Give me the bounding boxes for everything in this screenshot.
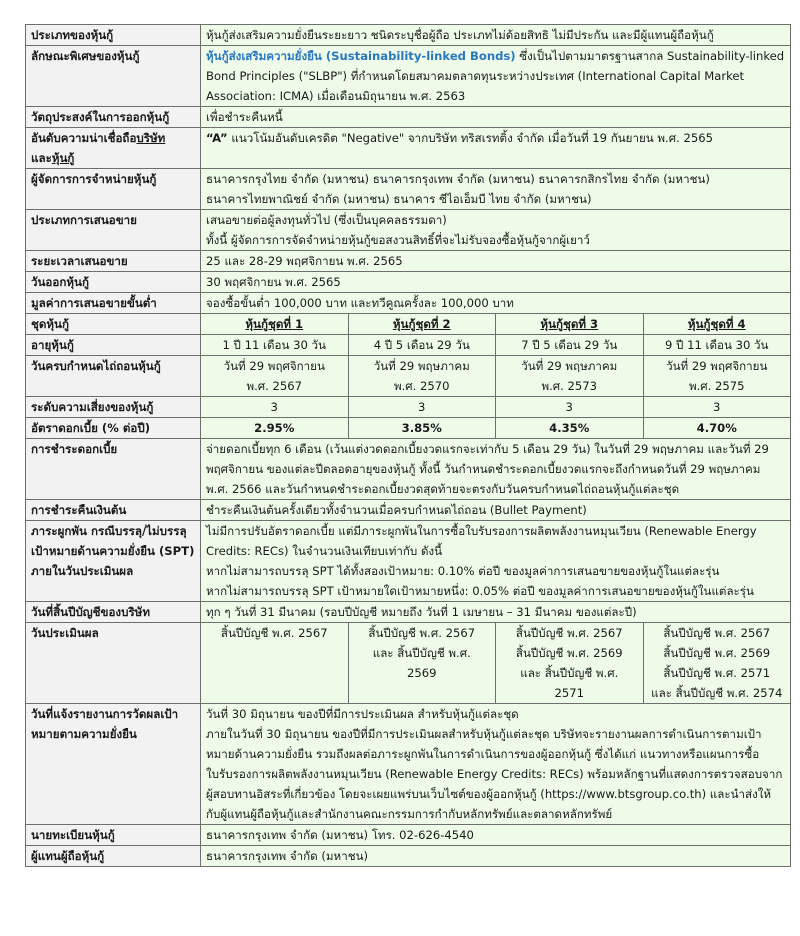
evaluation-line: สิ้นปีบัญชี พ.ศ. 2567 [220, 626, 328, 640]
rating-grade: “A” [206, 131, 228, 145]
label-interest-rate: อัตราดอกเบี้ย (% ต่อปี) [26, 418, 201, 439]
rate-value: 4.70% [643, 418, 791, 439]
maturity-year: พ.ศ. 2570 [393, 379, 450, 393]
value-bond-feature [201, 46, 791, 107]
value-spt-obligation [201, 521, 791, 602]
label-principal-repayment: การชำระคืนเงินต้น [26, 500, 201, 521]
label-issue-date: วันออกหุ้นกู้ [26, 272, 201, 293]
evaluation-line: สิ้นปีบัญชี พ.ศ. 2569 [515, 646, 623, 660]
value-registrar: ธนาคารกรุงเทพ จำกัด (มหาชน) โทร. 02-626-4540 [201, 825, 791, 846]
rating-label-part: อันดับความน่าเชื่อถือ [31, 131, 137, 145]
risk-value: 3 [643, 397, 791, 418]
row-principal-repayment [26, 500, 791, 521]
label-spt-obligation: ภาระผูกพัน กรณีบรรลุ/ไม่บรรลุเป้าหมายด้านความยั่งยืน (SPT) ภายในวันประเมินผล [26, 521, 201, 602]
tenor-value: 7 ปี 5 เดือน 29 วัน [496, 335, 644, 356]
row-fiscal-year-end [26, 602, 791, 623]
value-interest-payment: จ่ายดอกเบี้ยทุก 6 เดือน (เว้นแต่งวดดอกเบี้ยงวดแรกจะเท่ากับ 5 เดือน 29 วัน) ในวันที่ 29 พฤษภาคม และวันที่ 29 พฤศจิกายน ของแต่ละปีตลอดอายุของหุ้นกู้ ทั้งนี้ วันกำหนดชำระดอกเบี้ยงวดแรกจะถึงกำหนดวันที่ 29 พฤษภาคม พ.ศ. 2566 และวันกำหนดชำระดอกเบี้ยงวดสุดท้ายจะตรงกับวันครบกำหนดไถ่ถอนหุ้นกู้แต่ละชุด [201, 439, 791, 500]
rate-value: 2.95% [201, 418, 349, 439]
row-issue-date [26, 272, 791, 293]
label-offer-period: ระยะเวลาเสนอขาย [26, 251, 201, 272]
maturity-year: พ.ศ. 2573 [541, 379, 598, 393]
row-trustee [26, 846, 791, 867]
value-offer-period: 25 และ 28-29 พฤศจิกายน พ.ศ. 2565 [201, 251, 791, 272]
value-fiscal-year-end: ทุก ๆ วันที่ 31 มีนาคม (รอบปีบัญชี หมายถึง วันที่ 1 เมษายน – 31 มีนาคม ของแต่ละปี) [201, 602, 791, 623]
risk-value: 3 [201, 397, 349, 418]
report-date-line: วันที่ 30 มิถุนายน ของปีที่มีการประเมินผล สำหรับหุ้นกู้แต่ละชุด [206, 707, 519, 721]
row-underwriters [26, 169, 791, 210]
rate-value: 4.35% [496, 418, 644, 439]
spt-case: หากไม่สามารถบรรลุ SPT เป้าหมายใดเป้าหมายหนึ่ง: 0.05% ต่อปี ของมูลค่าการเสนอขายของหุ้นกู้ในแต่ละรุ่น [206, 584, 754, 598]
row-maturity [26, 356, 791, 397]
value-report-date [201, 704, 791, 825]
series-name: หุ้นกู้ชุดที่ 4 [643, 314, 791, 335]
value-principal-repayment: ชำระคืนเงินต้นครั้งเดียวทั้งจำนวนเมื่อครบกำหนดไถ่ถอน (Bullet Payment) [201, 500, 791, 521]
label-purpose: วัตถุประสงค์ในการออกหุ้นกู้ [26, 107, 201, 128]
maturity-year: พ.ศ. 2567 [246, 379, 303, 393]
feature-description: ซึ่งเป็นไปตามมาตรฐานสากล Sustainability-linked Bond Principles ("SLBP") ที่กำหนดโดยสมาคมตลาดทุนระหว่างประเทศ (International Capital Market Association: ICMA) เมื่อเดือนมิถุนายน พ.ศ. 2563 [206, 49, 785, 103]
series-name: หุ้นกู้ชุดที่ 1 [201, 314, 349, 335]
label-series: ชุดหุ้นกู้ [26, 314, 201, 335]
maturity-value [496, 356, 644, 397]
label-risk-level: ระดับความเสี่ยงของหุ้นกู้ [26, 397, 201, 418]
label-interest-payment: การชำระดอกเบี้ย [26, 439, 201, 500]
evaluation-line: สิ้นปีบัญชี พ.ศ. 2569 [663, 646, 771, 660]
underwriters-line: ธนาคารกรุงไทย จำกัด (มหาชน) ธนาคารกรุงเทพ จำกัด (มหาชน) ธนาคารกสิกรไทย จำกัด (มหาชน) [206, 172, 710, 186]
evaluation-line: สิ้นปีบัญชี พ.ศ. 2571 [663, 666, 771, 680]
maturity-day: วันที่ 29 พฤษภาคม [521, 359, 618, 373]
value-credit-rating [201, 128, 791, 169]
evaluation-value [201, 623, 349, 704]
label-underwriters: ผู้จัดการการจำหน่ายหุ้นกู้ [26, 169, 201, 210]
row-risk-level [26, 397, 791, 418]
row-min-subscription [26, 293, 791, 314]
maturity-value [643, 356, 791, 397]
evaluation-value [348, 623, 496, 704]
label-credit-rating [26, 128, 201, 169]
row-series-names [26, 314, 791, 335]
label-tenor: อายุหุ้นกู้ [26, 335, 201, 356]
risk-value: 3 [348, 397, 496, 418]
label-registrar: นายทะเบียนหุ้นกู้ [26, 825, 201, 846]
label-trustee: ผู้แทนผู้ถือหุ้นกู้ [26, 846, 201, 867]
offer-type-line: เสนอขายต่อผู้ลงทุนทั่วไป (ซึ่งเป็นบุคคลธรรมดา) [206, 213, 447, 227]
maturity-day: วันที่ 29 พฤษภาคม [373, 359, 470, 373]
series-name: หุ้นกู้ชุดที่ 3 [496, 314, 644, 335]
label-fiscal-year-end: วันที่สิ้นปีบัญชีของบริษัท [26, 602, 201, 623]
row-purpose [26, 107, 791, 128]
value-underwriters [201, 169, 791, 210]
evaluation-line: 2571 [554, 686, 584, 700]
row-registrar [26, 825, 791, 846]
label-min-subscription: มูลค่าการเสนอขายขั้นต่ำ [26, 293, 201, 314]
evaluation-line: และ สิ้นปีบัญชี พ.ศ. [372, 646, 471, 660]
rating-label-bond: หุ้นกู้ [51, 151, 75, 165]
value-purpose: เพื่อชำระคืนหนี้ [201, 107, 791, 128]
label-offer-type: ประเภทการเสนอขาย [26, 210, 201, 251]
row-interest-payment [26, 439, 791, 500]
value-issue-date: 30 พฤศจิกายน พ.ศ. 2565 [201, 272, 791, 293]
evaluation-line: 2569 [406, 666, 437, 680]
rating-label-company: บริษัท [136, 131, 166, 145]
label-bond-feature: ลักษณะพิเศษของหุ้นกู้ [26, 46, 201, 107]
row-tenor [26, 335, 791, 356]
maturity-day: วันที่ 29 พฤศจิกายน [666, 359, 768, 373]
spt-intro: ไม่มีการปรับอัตราดอกเบี้ย แต่มีภาระผูกพันในการซื้อใบรับรองการผลิตพลังงานหมุนเวียน (Renewable Energy Credits: RECs) ในจำนวนเงินเทียบเท่ากับ ดังนี้ [206, 524, 757, 558]
evaluation-value [496, 623, 644, 704]
maturity-value [348, 356, 496, 397]
value-trustee: ธนาคารกรุงเทพ จำกัด (มหาชน) [201, 846, 791, 867]
value-offer-type [201, 210, 791, 251]
maturity-day: วันที่ 29 พฤศจิกายน [223, 359, 325, 373]
label-report-date: วันที่แจ้งรายงานการวัดผลเป้าหมายตามความยั่งยืน [26, 704, 201, 825]
row-interest-rate [26, 418, 791, 439]
evaluation-line: สิ้นปีบัญชี พ.ศ. 2567 [368, 626, 476, 640]
risk-value: 3 [496, 397, 644, 418]
evaluation-line: สิ้นปีบัญชี พ.ศ. 2567 [515, 626, 623, 640]
evaluation-line: สิ้นปีบัญชี พ.ศ. 2567 [663, 626, 771, 640]
value-min-subscription: จองซื้อขั้นต่ำ 100,000 บาท และทวีคูณครั้งละ 100,000 บาท [201, 293, 791, 314]
row-offer-period [26, 251, 791, 272]
row-credit-rating [26, 128, 791, 169]
maturity-year: พ.ศ. 2575 [688, 379, 745, 393]
row-bond-feature [26, 46, 791, 107]
evaluation-line: และ สิ้นปีบัญชี พ.ศ. [520, 666, 619, 680]
bond-summary-table [25, 24, 791, 867]
tenor-value: 4 ปี 5 เดือน 29 วัน [348, 335, 496, 356]
series-name: หุ้นกู้ชุดที่ 2 [348, 314, 496, 335]
tenor-value: 9 ปี 11 เดือน 30 วัน [643, 335, 791, 356]
value-bond-type: หุ้นกู้ส่งเสริมความยั่งยืนระยะยาว ชนิดระบุชื่อผู้ถือ ประเภทไม่ด้อยสิทธิ ไม่มีประกัน และมีผู้แทนผู้ถือหุ้นกู้ [201, 25, 791, 46]
row-evaluation-date [26, 623, 791, 704]
tenor-value: 1 ปี 11 เดือน 30 วัน [201, 335, 349, 356]
underwriters-line: ธนาคารไทยพาณิชย์ จำกัด (มหาชน) ธนาคาร ซีไอเอ็มบี ไทย จำกัด (มหาชน) [206, 192, 592, 206]
evaluation-value [643, 623, 791, 704]
row-spt-obligation [26, 521, 791, 602]
row-report-date [26, 704, 791, 825]
sustainability-linked-highlight: หุ้นกู้ส่งเสริมความยั่งยืน (Sustainability-linked Bonds) [206, 49, 516, 63]
offer-type-line: ทั้งนี้ ผู้จัดการการจัดจำหน่ายหุ้นกู้ขอสงวนสิทธิ์ที่จะไม่รับจองซื้อหุ้นกู้จากผู้เยาว์ [206, 233, 590, 247]
label-evaluation-date: วันประเมินผล [26, 623, 201, 704]
label-bond-type: ประเภทของหุ้นกู้ [26, 25, 201, 46]
row-bond-type [26, 25, 791, 46]
report-description: ภายในวันที่ 30 มิถุนายน ของปีที่มีการประเมินผลสำหรับหุ้นกู้แต่ละชุด บริษัทจะรายงานผลการดำเนินการตามเป้าหมายด้านความยั่งยืน รวมถึงผลต่อภาระผูกพันในการดำเนินการของผู้ออกหุ้นกู้ ซึ่งได้แก่ แนวทางหรือแผนการซื้อใบรับรองการผลิตพลังงานหมุนเวียน (Renewable Energy Credits: RECs) พร้อมหลักฐานที่แสดงการตรวจสอบจากผู้สอบทานอิสระที่เกี่ยวข้อง โดยจะเผยแพร่บนเว็บไซต์ของผู้ออกหุ้นกู้ (https://www.btsgroup.co.th) และนำส่งให้กับผู้แทนผู้ถือหุ้นกู้และสำนักงานคณะกรรมการกำกับหลักทรัพย์และตลาดหลักทรัพย์ [206, 727, 783, 821]
evaluation-line: และ สิ้นปีบัญชี พ.ศ. 2574 [651, 686, 783, 700]
maturity-value [201, 356, 349, 397]
label-maturity: วันครบกำหนดไถ่ถอนหุ้นกู้ [26, 356, 201, 397]
rating-label-and: และ [31, 151, 52, 165]
rating-detail: แนวโน้มอันดับเครดิต "Negative" จากบริษัท ทริสเรทติ้ง จำกัด เมื่อวันที่ 19 กันยายน พ.ศ. 2565 [227, 131, 713, 145]
rate-value: 3.85% [348, 418, 496, 439]
spt-case: หากไม่สามารถบรรลุ SPT ได้ทั้งสองเป้าหมาย: 0.10% ต่อปี ของมูลค่าการเสนอขายของหุ้นกู้ในแต่ละรุ่น [206, 564, 720, 578]
row-offer-type [26, 210, 791, 251]
